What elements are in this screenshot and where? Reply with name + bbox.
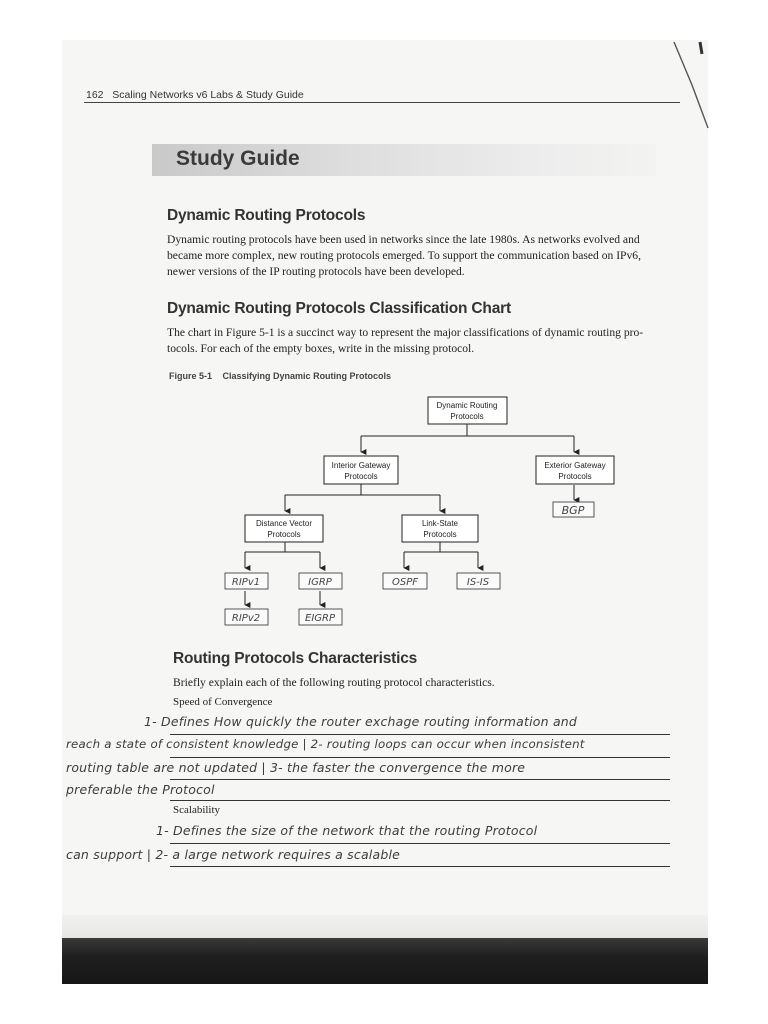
scalability-answer-line: can support | 2- a large network requires a scalable bbox=[66, 847, 401, 862]
box-link-state bbox=[402, 515, 478, 542]
answer-line bbox=[170, 779, 670, 780]
box-dynamic-routing-line2: Protocols bbox=[450, 412, 484, 421]
answer-bgp: BGP bbox=[561, 504, 585, 517]
box-interior-gateway-line1: Interior Gateway bbox=[331, 461, 391, 470]
box-link-state-line2: Protocols bbox=[423, 530, 457, 539]
scalability-answer-line: 1- Defines the size of the network that the routing Protocol bbox=[156, 823, 538, 838]
section-title-classification-chart: Dynamic Routing Protocols Classification Chart bbox=[167, 300, 511, 317]
figure-number: Figure 5-1 bbox=[169, 371, 213, 381]
box-interior-gateway bbox=[324, 456, 398, 484]
page-number: 162 bbox=[86, 89, 104, 101]
answer-igrp: IGRP bbox=[308, 577, 332, 588]
section-title-characteristics: Routing Protocols Characteristics bbox=[173, 650, 418, 667]
speed-answer-line: reach a state of consistent knowledge | 2- routing loops can occur when inconsistent bbox=[66, 737, 585, 751]
answer-ripv1: RIPv1 bbox=[231, 577, 261, 588]
speed-answer-line: preferable the Protocol bbox=[66, 782, 215, 797]
box-distance-vector bbox=[245, 515, 323, 542]
section1-line: newer versions of the IP routing protocols have been developed. bbox=[167, 265, 465, 278]
box-distance-vector-line1: Distance Vector bbox=[255, 519, 313, 528]
answer-line bbox=[170, 800, 670, 801]
section2-line: tocols. For each of the empty boxes, write in the missing protocol. bbox=[167, 342, 475, 355]
box-exterior-gateway-line2: Protocols bbox=[558, 472, 592, 481]
answer-eigrp: EIGRP bbox=[305, 613, 335, 624]
label-scalability: Scalability bbox=[173, 804, 221, 816]
answer-line bbox=[170, 757, 670, 758]
box-dynamic-routing-line1: Dynamic Routing bbox=[436, 401, 498, 410]
box-distance-vector-line2: Protocols bbox=[267, 530, 301, 539]
box-link-state-line1: Link-State bbox=[421, 519, 459, 528]
box-interior-gateway-line2: Protocols bbox=[344, 472, 378, 481]
answer-line bbox=[170, 866, 670, 867]
box-dynamic-routing bbox=[428, 397, 507, 424]
answer-line bbox=[170, 843, 670, 844]
label-speed-of-convergence: Speed of Convergence bbox=[173, 696, 273, 708]
answer-ospf: OSPF bbox=[391, 577, 419, 588]
section2-line: The chart in Figure 5-1 is a succinct way to represent the major classifications of dynamic routing pro- bbox=[167, 326, 644, 339]
speed-answer-line: routing table are not updated | 3- the faster the convergence the more bbox=[66, 760, 526, 775]
study-guide-title: Study Guide bbox=[176, 147, 300, 170]
scan-shadow bbox=[62, 915, 708, 939]
speed-answer-line: 1- Defines How quickly the router exchage routing information and bbox=[144, 714, 578, 729]
answer-line bbox=[170, 734, 670, 735]
figure-title: Classifying Dynamic Routing Protocols bbox=[222, 371, 392, 381]
book-title: Scaling Networks v6 Labs & Study Guide bbox=[112, 89, 304, 101]
scan-dark-band bbox=[62, 938, 708, 984]
section-title-dynamic-routing: Dynamic Routing Protocols bbox=[167, 207, 366, 224]
section1-line: became more complex, new routing protocols emerged. To support the communication based on IPv6, bbox=[167, 249, 641, 262]
section3-intro: Briefly explain each of the following routing protocol characteristics. bbox=[173, 676, 495, 689]
section1-line: Dynamic routing protocols have been used in networks since the late 1980s. As networks evolved and bbox=[167, 233, 640, 246]
box-exterior-gateway bbox=[536, 456, 614, 484]
answer-isis: IS-IS bbox=[466, 577, 490, 588]
answer-ripv2: RIPv2 bbox=[231, 613, 261, 624]
box-exterior-gateway-line1: Exterior Gateway bbox=[544, 461, 606, 470]
